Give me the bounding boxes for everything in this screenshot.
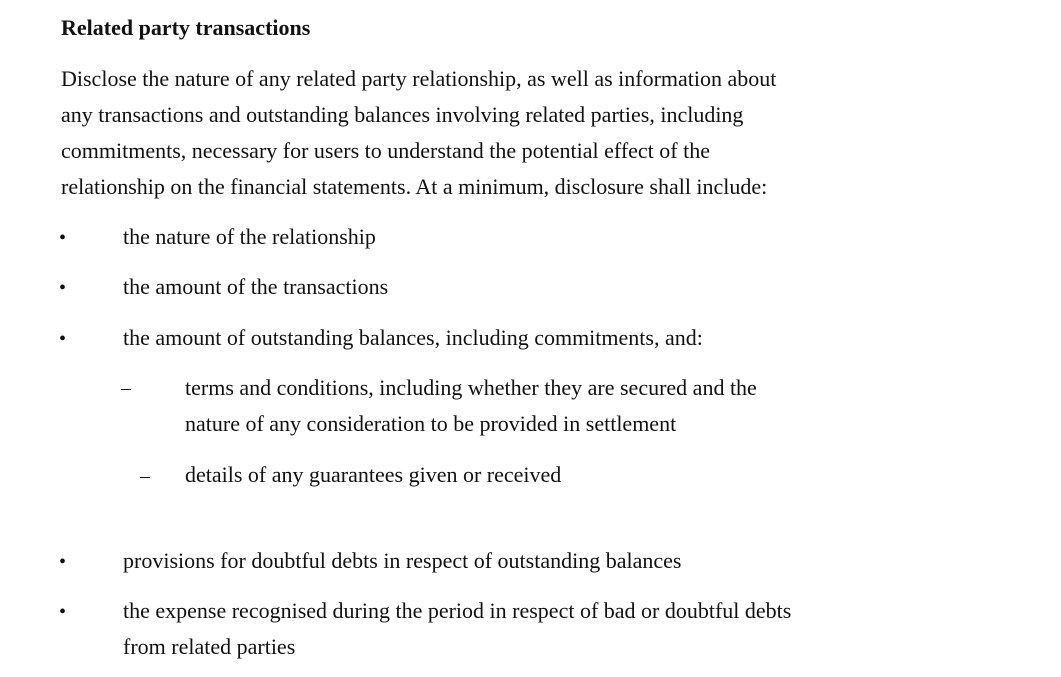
bullet-marker: • — [59, 328, 67, 350]
intro-line: any transactions and outstanding balances involving related parties, including — [61, 102, 744, 127]
bullet-marker: • — [59, 277, 67, 299]
bullet-marker: • — [59, 227, 67, 249]
intro-line: Disclose the nature of any related party relationship, as well as information about — [61, 66, 777, 91]
sub-item-text: terms and conditions, including whether they are secured and the — [185, 375, 757, 400]
section-heading: Related party transactions — [61, 15, 311, 40]
bullet-item-amount — [123, 269, 388, 305]
intro-paragraph — [61, 61, 881, 205]
bullet-item-text: from related parties — [123, 634, 296, 659]
intro-line: commitments, necessary for users to understand the potential effect of the — [61, 138, 710, 163]
bullet-item-text: the expense recognised during the period in respect of bad or doubtful debts — [123, 598, 792, 623]
bullet-item-nature — [123, 219, 376, 255]
dash-marker: – — [121, 377, 131, 399]
bullet-item-text: the nature of the relationship — [123, 224, 376, 249]
dash-marker: – — [140, 465, 150, 487]
bullet-item-expense — [123, 593, 791, 665]
bullet-item-outstanding-balances — [123, 320, 703, 356]
sub-item-text: nature of any consideration to be provided in settlement — [185, 411, 677, 436]
sub-item-guarantees — [185, 457, 561, 493]
bullet-marker: • — [59, 551, 67, 573]
bullet-item-text: the amount of the transactions — [123, 274, 389, 299]
bullet-marker: • — [59, 601, 67, 623]
sub-item-terms-conditions — [185, 370, 757, 442]
intro-line: relationship on the financial statements. At a minimum, disclosure shall include: — [61, 174, 768, 199]
sub-item-text: details of any guarantees given or received — [185, 462, 562, 487]
bullet-item-text: provisions for doubtful debts in respect of outstanding balances — [123, 548, 682, 573]
bullet-item-provisions — [123, 543, 681, 579]
bullet-item-text: the amount of outstanding balances, including commitments, and: — [123, 325, 703, 350]
